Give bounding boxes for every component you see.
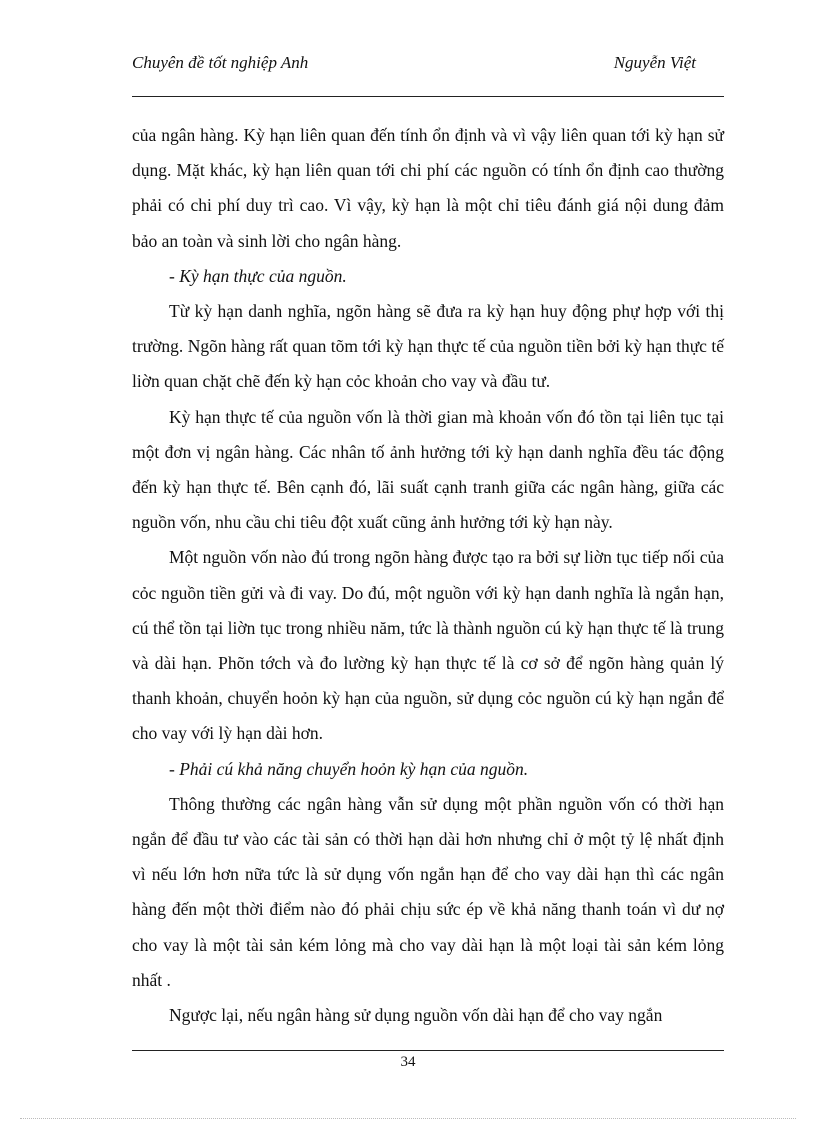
paragraph: Một nguồn vốn nào đú trong ngõn hàng được tạo ra bởi sự liờn tục tiếp nối của cỏc nguồn tiền gửi và đi vay. Do đú, một nguồn với kỳ hạn danh nghĩa là ngắn hạn, cú thể tồn tại liờn tục trong nhiều năm, tức là thành nguồn cú kỳ hạn thực tế là trung và dài hạn. Phõn tớch và đo lường kỳ hạn thực tế là cơ sở để ngõn hàng quản lý thanh khoản, chuyển hoỏn kỳ hạn của nguồn, sử dụng cỏc nguồn cú kỳ hạn ngắn để cho vay với lỳ hạn dài hơn. [132,547,724,744]
header-divider [132,96,724,97]
header-author: Nguyễn Việt [613,53,696,72]
subheading-real-term: - Kỳ hạn thực của nguồn. [169,265,347,286]
footer-divider [132,1050,724,1051]
page-body [132,118,724,1033]
subheading-term-conversion: - Phải cú khả năng chuyển hoỏn kỳ hạn của nguồn. [169,758,529,779]
paragraph: Từ kỳ hạn danh nghĩa, ngõn hàng sẽ đưa ra kỳ hạn huy động phự hợp với thị trường. Ngõn hàng rất quan tõm tới kỳ hạn thực tế của nguồn tiền bởi kỳ hạn thực tế liờn quan chặt chẽ đến kỳ hạn cỏc khoản cho vay và đầu tư. [132,301,724,392]
page-number: 34 [400,1054,416,1070]
paragraph: Thông thường các ngân hàng vẫn sử dụng một phần nguồn vốn có thời hạn ngắn để đầu tư vào các tài sản có thời hạn dài hơn nhưng chỉ ở một tỷ lệ nhất định vì nếu lớn hơn nữa tức là sử dụng vốn ngắn hạn để cho vay dài hạn thì các ngân hàng đến một thời điểm nào đó phải chịu sức ép về khả năng thanh toán vì dư nợ cho vay là một tài sản kém lỏng mà cho vay dài hạn là một loại tài sản kém lỏng nhất . [132,793,724,990]
page-header [132,52,724,96]
paragraph: Ngược lại, nếu ngân hàng sử dụng nguồn vốn dài hạn để cho vay ngắn [169,1005,663,1026]
header-document-title: Chuyên đề tốt nghiệp Anh [132,53,309,72]
paragraph: của ngân hàng. Kỳ hạn liên quan đến tính ổn định và vì vậy liên quan tới kỳ hạn sử dụng. Mặt khác, kỳ hạn liên quan tới chi phí các nguồn có tính ổn định cao thường phải có chi phí duy trì cao. Vì vậy, kỳ hạn là một chỉ tiêu đánh giá nội dung đảm bảo an toàn và sinh lời cho ngân hàng. [132,125,724,251]
page-bottom-border [20,1118,796,1119]
paragraph: Kỳ hạn thực tế của nguồn vốn là thời gian mà khoản vốn đó tồn tại liên tục tại một đơn vị ngân hàng. Các nhân tố ảnh hưởng tới kỳ hạn danh nghĩa đều tác động đến kỳ hạn thực tế. Bên cạnh đó, lãi suất cạnh tranh giữa các ngân hàng, giữa các nguồn vốn, nhu cầu chi tiêu đột xuất cũng ảnh hưởng tới kỳ hạn này. [132,406,724,533]
